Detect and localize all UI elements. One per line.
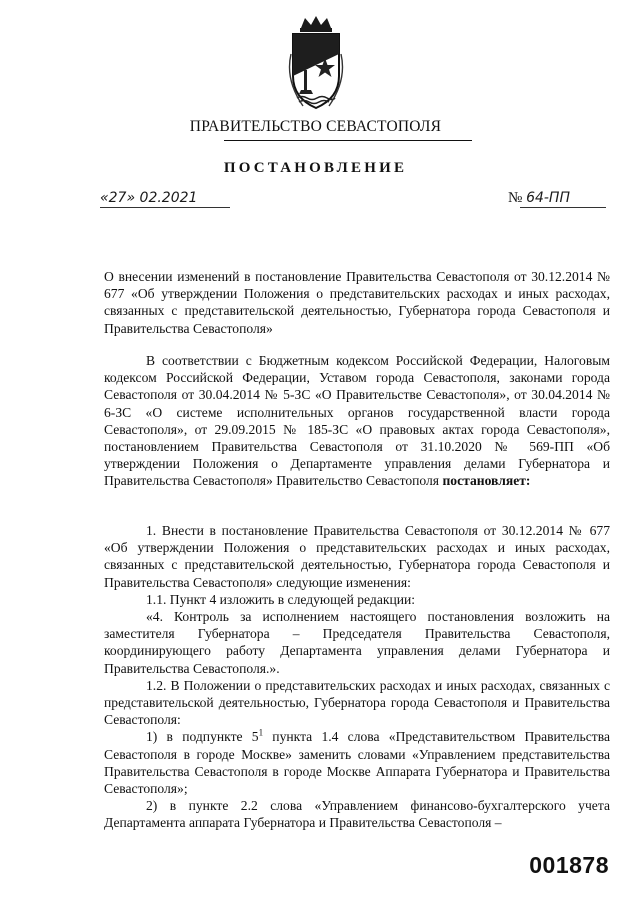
decision-word: постановляет: [442,473,531,489]
number-underline [520,207,606,208]
date-underline [100,207,230,208]
subitem-1-rest: пункта 1.4 слова «Представительством Правительства Севастополя в городе Москве» заменить словами «Управлением представительства Правительства Севастополя в городе Москве Аппарата Губернатора и Правительства Севастополя»; [104,729,611,797]
subject-text: О внесении изменений в постановление Правительства Севастополя от 30.12.2014 № 677 «Об утверждении Положения о представительских расходах и иных расходах, связанных с представительской деятельностью, Губернатора города Севастополя и Правительства Севастополя» [104,269,610,336]
subitem-1-start: 1) в подпункте 5 [146,729,259,745]
item-1-1: 1.1. Пункт 4 изложить в следующей редакции: [146,591,416,607]
document-type-heading: ПОСТАНОВЛЕНИЕ [223,160,408,176]
subitem-1 [104,728,610,797]
superscript-marker: 1 [258,727,264,738]
subitem-2: 2) в пункте 2.2 слова «Управлением финансово-бухгалтерского учета Департамента аппарата Губернатора и Правительства Севастополя – [104,798,610,831]
item-1-1-quote: «4. Контроль за исполнением настоящего постановления возложить на заместителя Губернатора – Председателя Правительства Севастополя, координирующего работу Департамента управления делами Губернатора и Правительства Севастополя.». [104,609,610,676]
number-handwritten: 64-ПП [526,190,570,206]
resolution-subject [104,268,610,337]
item-1-2: 1.2. В Положении о представительских расходах и иных расходах, связанных с представительской деятельностью, Губернатора города Севастополя и Правительства Севастополя: [104,677,610,728]
form-serial-number: 001878 [529,852,609,878]
government-title: ПРАВИТЕЛЬСТВО СЕВАСТОПОЛЯ [189,118,442,135]
preamble-text: В соответствии с Бюджетным кодексом Российской Федерации, Налоговым кодексом Российской Федерации, Уставом города Севастополя, законами города Севастополя от 30.04.2014 № 5-ЗС «О Правительстве Севастополя», от 30.04.2014 № 6-ЗС «О системе исполнительных органов государственной власти города Севастополя», от 29.09.2015 № 185-ЗС «О правовых актах города Севастополя», постановлением Правительства Севастополя от 31.10.2020 № 569-ПП «Об утверждении Положения о Департаменте управления делами Губернатора и Правительства Севастополя» Правительство Севастополя [104,353,610,489]
sevastopol-coat-of-arms-icon [285,14,347,114]
preamble [104,352,610,490]
title-underline [224,140,472,141]
preamble-paragraph [104,352,610,490]
number-prefix: № [508,190,523,206]
date-handwritten: «27» 02.2021 [100,190,198,206]
item-1: 1. Внести в постановление Правительства Севастополя от 30.12.2014 № 677 «Об утверждении Положения о представительских расходах и иных расходах, связанных с представительской деятельностью, Губернатора города Севастополя и Правительства Севастополя» следующие изменения: [104,523,610,590]
resolution-items [104,522,610,832]
resolution-number [508,190,570,207]
resolution-date [100,190,197,207]
